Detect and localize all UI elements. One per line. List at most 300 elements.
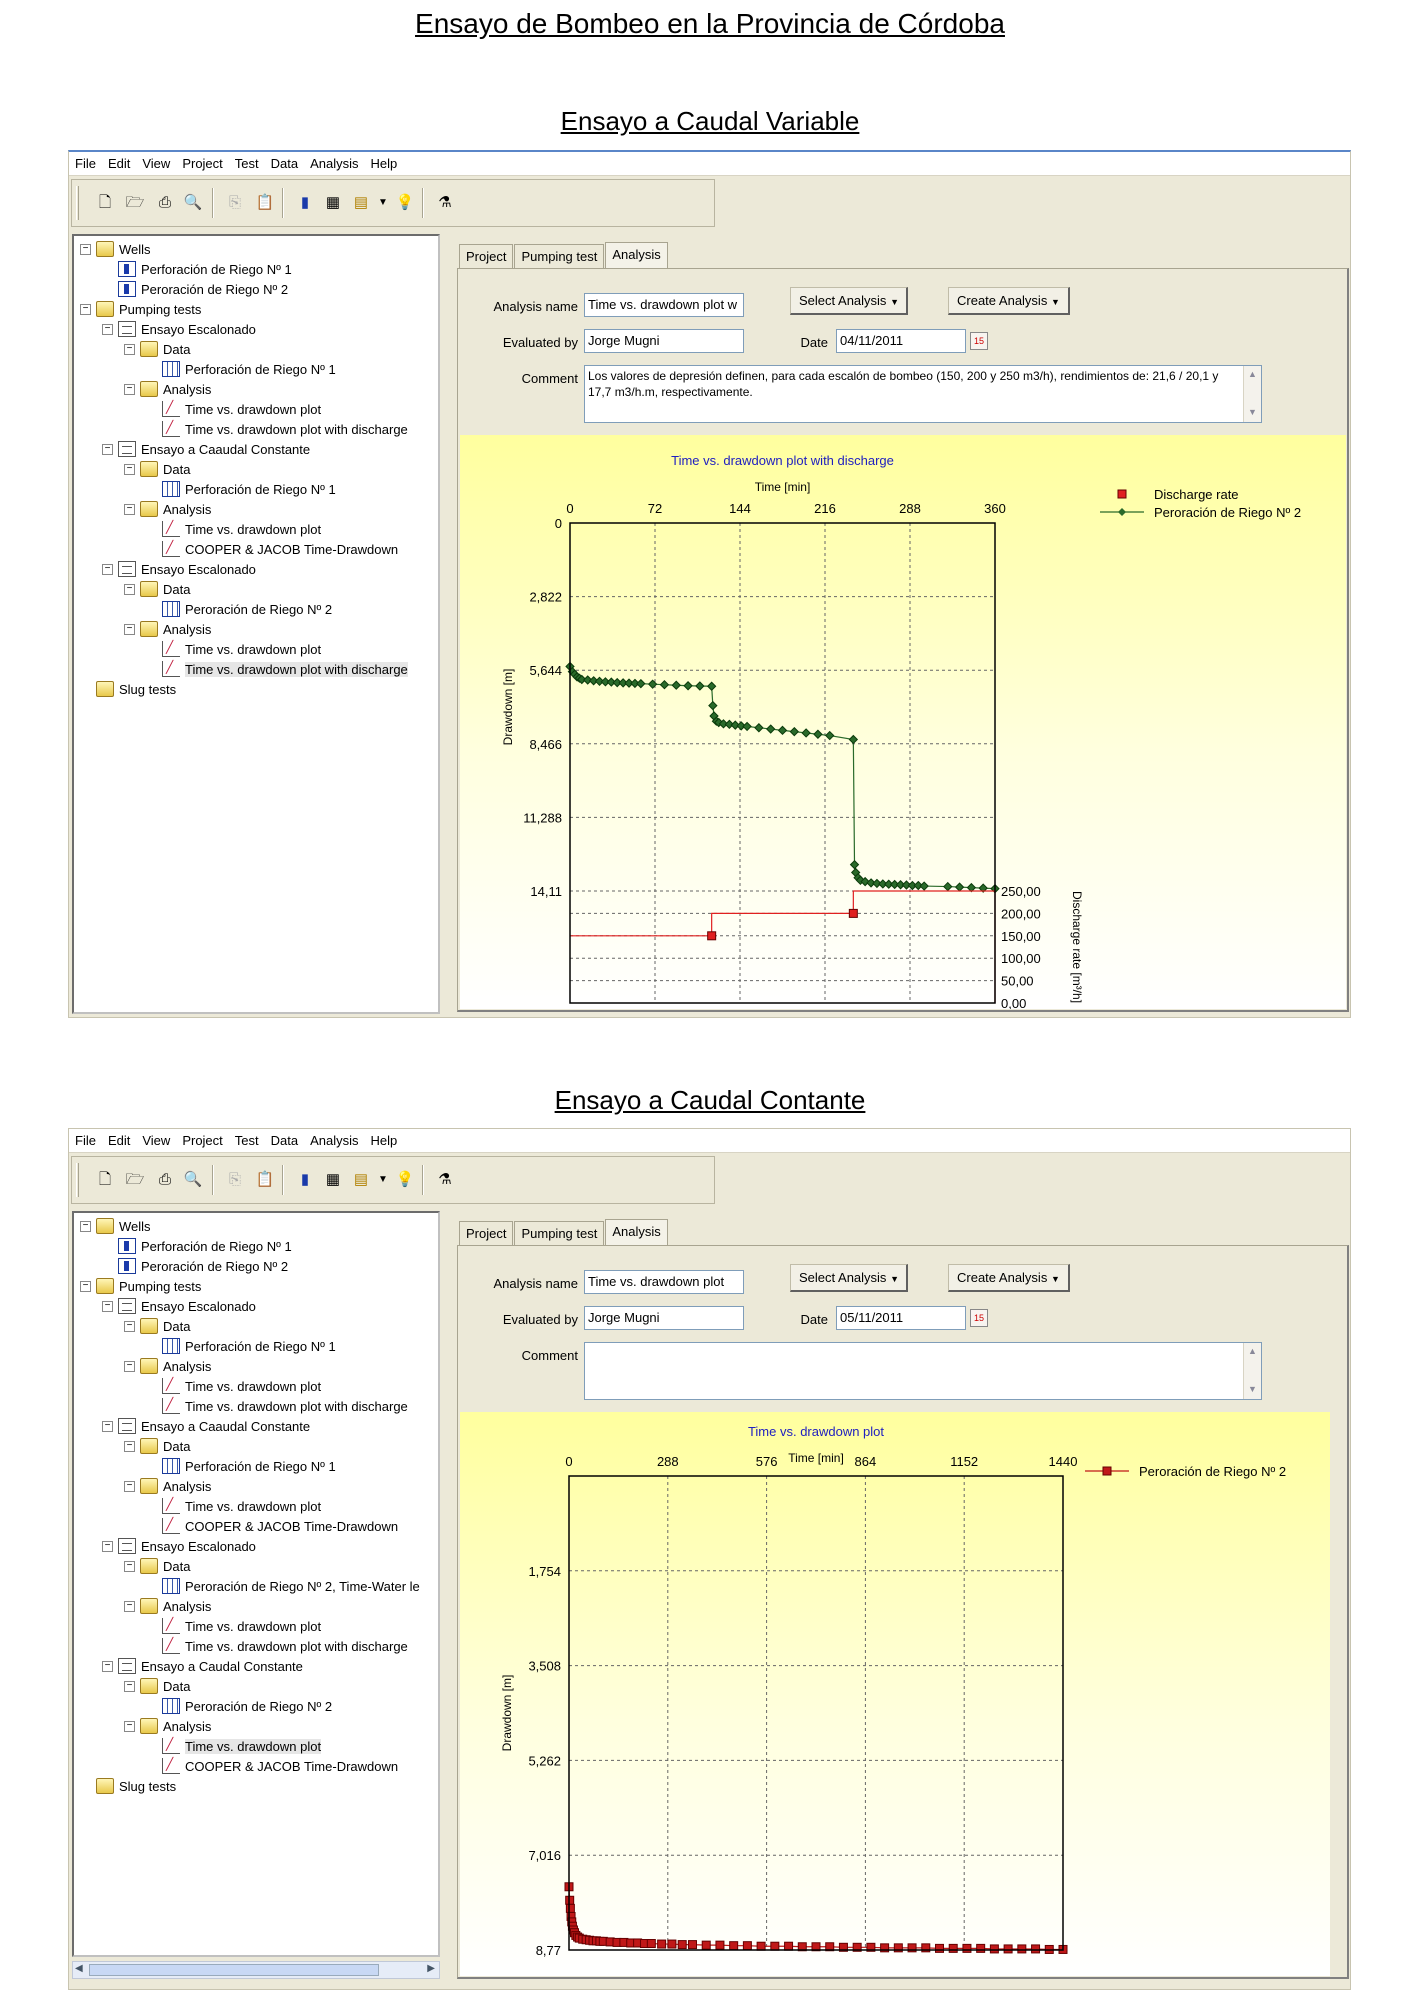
tree-item-label: Time vs. drawdown plot xyxy=(185,1738,322,1754)
tree-item-label: Time vs. drawdown plot with discharge xyxy=(185,661,408,677)
document-icon xyxy=(118,1298,136,1314)
folder-icon xyxy=(140,381,158,397)
collapse-toggle-icon[interactable]: − xyxy=(124,384,135,395)
menu-data[interactable]: Data xyxy=(270,1133,299,1148)
comment-label: Comment xyxy=(521,1348,578,1363)
data-point-drawdown xyxy=(668,1940,676,1948)
date-label: Date xyxy=(800,335,828,350)
tree-item[interactable] xyxy=(124,1717,211,1735)
tree-item[interactable] xyxy=(102,1297,256,1315)
well-icon xyxy=(118,281,136,297)
report-icon[interactable]: ▤ xyxy=(353,1171,369,1188)
tree-item[interactable] xyxy=(102,1237,292,1255)
collapse-toggle-icon[interactable]: − xyxy=(102,1301,113,1312)
tree-item[interactable] xyxy=(124,1477,211,1495)
menu-help[interactable]: Help xyxy=(370,156,398,171)
scrollbar-thumb[interactable] xyxy=(89,1964,379,1976)
tree-item-label: Ensayo Escalonado xyxy=(141,561,256,577)
toolbar-grip[interactable] xyxy=(76,1163,79,1197)
chart-icon xyxy=(162,1378,180,1394)
menu-view[interactable]: View xyxy=(142,1133,171,1148)
series-line-drawdown xyxy=(570,666,995,888)
tree-item[interactable] xyxy=(146,640,321,658)
data-point-drawdown xyxy=(660,681,668,689)
tree-item-label: Slug tests xyxy=(119,1778,177,1794)
data-point-drawdown xyxy=(689,1941,697,1949)
data-point-drawdown xyxy=(779,726,787,734)
tree-item[interactable] xyxy=(124,1317,190,1335)
analysis-name-field[interactable]: Time vs. drawdown plot xyxy=(584,1270,744,1294)
menu-analysis[interactable]: Analysis xyxy=(310,1133,359,1148)
analysis-name-label: Analysis name xyxy=(493,299,578,314)
tree-item-label: Peroración de Riego Nº 2 xyxy=(141,281,289,297)
legend-marker xyxy=(1103,1467,1111,1475)
folder-icon xyxy=(96,1218,114,1234)
y-tick-label: 8,466 xyxy=(529,736,562,752)
menu-edit[interactable]: Edit xyxy=(107,1133,131,1148)
tab-project[interactable]: Project xyxy=(459,1221,513,1245)
toolbar-grip[interactable] xyxy=(76,186,79,220)
tree-item[interactable] xyxy=(102,280,288,298)
y-tick-label: 2,822 xyxy=(529,589,562,605)
data-point-drawdown xyxy=(790,728,798,736)
plot-frame xyxy=(569,1476,1063,1950)
data-point-drawdown xyxy=(802,729,810,737)
tree-item-label: COOPER & JACOB Time-Drawdown xyxy=(185,1758,399,1774)
x-tick-label: 360 xyxy=(984,501,1006,516)
data-point-drawdown xyxy=(702,1941,710,1949)
tree-item[interactable] xyxy=(80,680,176,698)
series-line-discharge-rate xyxy=(570,891,995,1003)
tree-item[interactable] xyxy=(146,400,321,418)
analysis-panel xyxy=(457,1245,1349,1979)
x-tick-label: 1152 xyxy=(950,1454,979,1469)
analysis-name-field[interactable]: Time vs. drawdown plot w xyxy=(584,293,744,317)
report-icon[interactable]: ▤ xyxy=(353,194,369,211)
tree-item[interactable] xyxy=(146,1517,398,1535)
menu-test[interactable]: Test xyxy=(234,156,259,171)
menu-project[interactable]: Project xyxy=(182,156,223,171)
chevron-down-icon: ▼ xyxy=(1050,1274,1060,1284)
tree-item-label: Ensayo Escalonado xyxy=(141,1538,256,1554)
x-axis-label: Time [min] xyxy=(754,480,811,494)
tree-item-label: Perforación de Riego Nº 1 xyxy=(185,481,336,497)
select-analysis-label: Select Analysis xyxy=(799,293,887,308)
folder-icon xyxy=(140,1438,158,1454)
chart-icon xyxy=(162,1498,180,1514)
menu-help[interactable]: Help xyxy=(370,1133,398,1148)
collapse-toggle-icon[interactable]: − xyxy=(80,1221,91,1232)
tree-item[interactable] xyxy=(124,1557,190,1575)
collapse-toggle-icon[interactable]: − xyxy=(124,1361,135,1372)
tree-item-label: Ensayo Escalonado xyxy=(141,321,256,337)
collapse-toggle-icon[interactable]: − xyxy=(102,1421,113,1432)
menu-view[interactable]: View xyxy=(142,156,171,171)
tree-item[interactable] xyxy=(146,1337,336,1355)
y-tick-label: 5,262 xyxy=(528,1753,561,1769)
app-window-variable-rate xyxy=(68,150,1351,1018)
tree-item-label: Analysis xyxy=(163,621,212,637)
well-icon[interactable]: ▮ xyxy=(300,1171,310,1188)
folder-icon xyxy=(140,621,158,637)
plot-area xyxy=(460,1412,1330,1976)
folder-icon xyxy=(96,681,114,697)
data-point-drawdown xyxy=(767,725,775,733)
table-settings-icon[interactable]: ▦ xyxy=(325,1171,341,1188)
data-point-discharge-rate xyxy=(708,932,716,940)
legend-label: Peroración de Riego Nº 2 xyxy=(1154,505,1302,520)
tree-item-label: Ensayo a Caudal Constante xyxy=(141,1658,303,1674)
select-analysis-button[interactable] xyxy=(790,287,908,315)
create-analysis-button[interactable] xyxy=(948,1264,1070,1292)
tree-item[interactable] xyxy=(102,560,256,578)
collapse-toggle-icon[interactable]: − xyxy=(124,1561,135,1572)
calendar-icon[interactable]: 15 xyxy=(970,332,988,350)
print-preview-icon[interactable]: 🔍 xyxy=(183,194,203,211)
data-point-drawdown xyxy=(944,883,952,891)
collapse-toggle-icon[interactable]: − xyxy=(124,1601,135,1612)
tree-item[interactable] xyxy=(80,1277,201,1295)
menu-data[interactable]: Data xyxy=(270,156,299,171)
collapse-toggle-icon[interactable]: − xyxy=(124,1321,135,1332)
create-analysis-label: Create Analysis xyxy=(957,1270,1048,1285)
tab-analysis[interactable]: Analysis xyxy=(605,1219,667,1245)
tree-item-label: Time vs. drawdown plot xyxy=(185,401,322,417)
tree-item[interactable] xyxy=(102,1257,288,1275)
collapse-toggle-icon[interactable]: − xyxy=(124,464,135,475)
collapse-toggle-icon[interactable]: − xyxy=(102,444,113,455)
drawdown-discharge-chart xyxy=(460,435,1346,1009)
tree-item[interactable] xyxy=(146,420,408,438)
data-point-drawdown xyxy=(956,883,964,891)
document-icon xyxy=(118,321,136,337)
tree-item[interactable] xyxy=(146,1457,336,1475)
y-tick-label: 11,288 xyxy=(523,810,562,826)
create-analysis-button[interactable] xyxy=(948,287,1070,315)
tree-item-label: Analysis xyxy=(163,501,212,517)
tree-item[interactable] xyxy=(146,520,321,538)
print-icon[interactable]: ⎙ xyxy=(158,194,171,211)
select-analysis-label: Select Analysis xyxy=(799,1270,887,1285)
y-tick-label: 0 xyxy=(554,516,562,531)
folder-icon xyxy=(140,1358,158,1374)
menu-bar xyxy=(69,152,1350,176)
y2-axis-label: Discharge rate [m³/h] xyxy=(1070,890,1084,1004)
tree-item[interactable] xyxy=(146,1617,321,1635)
date-field[interactable]: 05/11/2011 xyxy=(836,1306,966,1330)
x-tick-label: 288 xyxy=(656,1454,679,1469)
data-point-drawdown xyxy=(1032,1945,1040,1953)
tree-item[interactable] xyxy=(146,600,332,618)
well-icon xyxy=(118,261,136,277)
document-icon xyxy=(118,1658,136,1674)
y2-tick-label: 100,00 xyxy=(1001,951,1041,967)
chevron-down-icon: ▼ xyxy=(1050,297,1060,307)
comment-scrollbar[interactable] xyxy=(1243,1343,1261,1399)
comment-field[interactable] xyxy=(584,1342,1262,1400)
legend-label: Peroración de Riego Nº 2 xyxy=(1139,1464,1287,1479)
section-title-variable-rate: Ensayo a Caudal Variable xyxy=(560,106,860,136)
toolbar-separator xyxy=(212,1165,214,1195)
project-tree[interactable] xyxy=(72,234,440,1014)
tab-project[interactable]: Project xyxy=(459,244,513,268)
scroll-left-icon[interactable]: ◀ xyxy=(75,1963,83,1974)
data-point-drawdown xyxy=(678,1941,686,1949)
table-icon xyxy=(162,601,180,617)
collapse-toggle-icon[interactable]: − xyxy=(124,584,135,595)
menu-file[interactable]: File xyxy=(75,156,96,171)
copy-icon[interactable]: ⎘ xyxy=(228,1171,241,1188)
print-icon[interactable]: ⎙ xyxy=(158,1171,171,1188)
collapse-toggle-icon[interactable]: − xyxy=(124,1681,135,1692)
chart-icon xyxy=(162,401,180,417)
menu-test[interactable]: Test xyxy=(234,1133,259,1148)
tree-item-label: Ensayo Escalonado xyxy=(141,1298,256,1314)
folder-icon xyxy=(96,1778,114,1794)
comment-field[interactable] xyxy=(584,365,1262,423)
scroll-up-icon[interactable]: ▲ xyxy=(1248,1346,1257,1356)
tree-item[interactable] xyxy=(124,1437,190,1455)
chart-icon xyxy=(162,1738,180,1754)
scroll-down-icon[interactable]: ▼ xyxy=(1248,407,1257,417)
select-analysis-button[interactable] xyxy=(790,1264,908,1292)
toolbar-separator xyxy=(282,1165,284,1195)
document-icon xyxy=(118,1538,136,1554)
tree-item[interactable] xyxy=(146,1577,420,1595)
table-icon xyxy=(162,1698,180,1714)
collapse-toggle-icon[interactable]: − xyxy=(124,1441,135,1452)
tab-pumping-test[interactable]: Pumping test xyxy=(514,244,604,268)
tree-item-label: COOPER & JACOB Time-Drawdown xyxy=(185,541,399,557)
tab-bar xyxy=(459,244,669,270)
tab-pumping-test[interactable]: Pumping test xyxy=(514,1221,604,1245)
data-point-drawdown xyxy=(716,1941,724,1949)
analysis-wizard-icon[interactable]: ⚗ xyxy=(438,194,452,211)
tree-item[interactable] xyxy=(124,380,211,398)
menu-analysis[interactable]: Analysis xyxy=(310,156,359,171)
tree-item-label: COOPER & JACOB Time-Drawdown xyxy=(185,1518,399,1534)
open-folder-icon[interactable]: 🗁 xyxy=(125,194,145,211)
data-point-drawdown xyxy=(658,1940,666,1948)
data-point-drawdown xyxy=(743,722,751,730)
scroll-up-icon[interactable]: ▲ xyxy=(1248,369,1257,379)
dropdown-arrow-icon[interactable]: ▼ xyxy=(378,197,388,208)
tree-item[interactable] xyxy=(102,1657,303,1675)
legend-marker xyxy=(1118,508,1126,516)
scroll-right-icon[interactable]: ▶ xyxy=(427,1963,435,1974)
x-tick-label: 288 xyxy=(899,501,921,516)
tree-item-label: Data xyxy=(163,1558,191,1574)
chart-icon xyxy=(162,421,180,437)
tree-item[interactable] xyxy=(124,1597,211,1615)
folder-icon xyxy=(140,1678,158,1694)
chart-icon xyxy=(162,1618,180,1634)
data-point-drawdown xyxy=(709,702,717,710)
data-point-drawdown xyxy=(647,1940,655,1948)
chart-icon xyxy=(162,1518,180,1534)
tree-item-label: Perforación de Riego Nº 1 xyxy=(185,361,336,377)
scroll-down-icon[interactable]: ▼ xyxy=(1248,1384,1257,1394)
copy-icon[interactable]: ⎘ xyxy=(228,194,241,211)
tree-item-label: Time vs. drawdown plot xyxy=(185,1498,322,1514)
paste-icon[interactable]: 📋 xyxy=(255,1171,275,1188)
tree-item-label: Time vs. drawdown plot with discharge xyxy=(185,421,408,437)
tree-horizontal-scrollbar[interactable] xyxy=(72,1961,440,1979)
tree-item-label: Time vs. drawdown plot xyxy=(185,521,322,537)
chart-icon xyxy=(162,661,180,677)
x-tick-label: 864 xyxy=(854,1454,877,1469)
tree-item[interactable] xyxy=(102,320,256,338)
menu-project[interactable]: Project xyxy=(182,1133,223,1148)
comment-scrollbar[interactable] xyxy=(1243,366,1261,422)
menu-edit[interactable]: Edit xyxy=(107,156,131,171)
tree-item[interactable] xyxy=(146,1697,332,1715)
tree-item[interactable] xyxy=(146,1737,321,1755)
data-point-drawdown xyxy=(814,730,822,738)
print-preview-icon[interactable]: 🔍 xyxy=(183,1171,203,1188)
date-field[interactable]: 04/11/2011 xyxy=(836,329,966,353)
dropdown-arrow-icon[interactable]: ▼ xyxy=(378,1174,388,1185)
tree-item[interactable] xyxy=(146,1757,398,1775)
collapse-toggle-icon[interactable]: − xyxy=(102,564,113,575)
tree-item[interactable] xyxy=(102,1417,310,1435)
paste-icon[interactable]: 📋 xyxy=(255,194,275,211)
data-point-drawdown xyxy=(977,1944,985,1952)
analysis-wizard-icon[interactable]: ⚗ xyxy=(438,1171,452,1188)
tree-item[interactable] xyxy=(102,1537,256,1555)
tree-item[interactable] xyxy=(80,1217,151,1235)
folder-icon xyxy=(140,501,158,517)
data-point-drawdown xyxy=(849,735,857,743)
folder-icon xyxy=(140,341,158,357)
chart-icon xyxy=(162,1398,180,1414)
collapse-toggle-icon[interactable]: − xyxy=(80,304,91,315)
data-point-drawdown xyxy=(743,1942,751,1950)
document-icon xyxy=(118,561,136,577)
collapse-toggle-icon[interactable]: − xyxy=(124,504,135,515)
data-point-drawdown xyxy=(1018,1945,1026,1953)
chart-icon xyxy=(162,1638,180,1654)
lightbulb-icon[interactable]: 💡 xyxy=(395,194,415,211)
new-file-icon[interactable]: 🗋 xyxy=(98,194,112,211)
collapse-toggle-icon[interactable]: − xyxy=(124,624,135,635)
tree-item[interactable] xyxy=(102,440,310,458)
tree-item[interactable] xyxy=(80,300,201,318)
y-tick-label: 8,77 xyxy=(535,1943,561,1958)
y-axis-label: Drawdown [m] xyxy=(500,1674,514,1752)
collapse-toggle-icon[interactable]: − xyxy=(102,1541,113,1552)
y2-tick-label: 200,00 xyxy=(1001,906,1041,922)
data-point-drawdown xyxy=(949,1944,957,1952)
tree-item[interactable] xyxy=(146,1497,321,1515)
folder-icon xyxy=(140,1558,158,1574)
tree-item-label: Data xyxy=(163,461,191,477)
folder-icon xyxy=(140,581,158,597)
tree-item-label: Analysis xyxy=(163,1718,212,1734)
tree-item[interactable] xyxy=(80,1777,176,1795)
tree-item-label: Pumping tests xyxy=(119,1278,202,1294)
toolbar-separator xyxy=(282,188,284,218)
tree-item-label: Perforación de Riego Nº 1 xyxy=(141,261,292,277)
tree-item[interactable] xyxy=(124,500,211,518)
collapse-toggle-icon[interactable]: − xyxy=(124,1481,135,1492)
create-analysis-label: Create Analysis xyxy=(957,293,1048,308)
tree-item[interactable] xyxy=(124,340,190,358)
chevron-down-icon: ▼ xyxy=(890,1274,899,1284)
tree-item[interactable] xyxy=(124,620,211,638)
collapse-toggle-icon[interactable]: − xyxy=(124,344,135,355)
evaluated-by-field[interactable]: Jorge Mugni xyxy=(584,1306,744,1330)
app-window-constant-rate xyxy=(68,1128,1351,1990)
tree-item[interactable] xyxy=(146,360,336,378)
lightbulb-icon[interactable]: 💡 xyxy=(395,1171,415,1188)
data-point-drawdown xyxy=(936,1944,944,1952)
well-icon[interactable]: ▮ xyxy=(300,194,310,211)
folder-icon xyxy=(140,1598,158,1614)
tab-bar xyxy=(459,1221,669,1247)
new-file-icon[interactable]: 🗋 xyxy=(98,1171,112,1188)
tab-analysis[interactable]: Analysis xyxy=(605,242,667,268)
tree-item[interactable] xyxy=(146,1637,408,1655)
folder-icon xyxy=(96,241,114,257)
tree-item[interactable] xyxy=(124,1357,211,1375)
calendar-icon[interactable]: 15 xyxy=(970,1309,988,1327)
tree-item-label: Time vs. drawdown plot with discharge xyxy=(185,1398,408,1414)
collapse-toggle-icon[interactable]: − xyxy=(80,1281,91,1292)
menu-file[interactable]: File xyxy=(75,1133,96,1148)
comment-label: Comment xyxy=(521,371,578,386)
collapse-toggle-icon[interactable]: − xyxy=(80,244,91,255)
collapse-toggle-icon[interactable]: − xyxy=(102,1661,113,1672)
tree-item[interactable] xyxy=(124,460,190,478)
tree-item[interactable] xyxy=(80,240,151,258)
tree-item-label: Wells xyxy=(119,1218,151,1234)
tree-item-label: Time vs. drawdown plot with discharge xyxy=(185,1638,408,1654)
tree-item-label: Peroración de Riego Nº 2 xyxy=(185,601,333,617)
x-tick-label: 144 xyxy=(729,501,751,516)
tree-item[interactable] xyxy=(146,660,408,678)
collapse-toggle-icon[interactable]: − xyxy=(124,1721,135,1732)
project-tree[interactable] xyxy=(72,1211,440,1957)
toolbar-separator xyxy=(422,188,424,218)
open-folder-icon[interactable]: 🗁 xyxy=(125,1171,145,1188)
chart-icon xyxy=(162,521,180,537)
x-tick-label: 1440 xyxy=(1048,1454,1078,1469)
tree-item[interactable] xyxy=(146,1397,408,1415)
tree-item-label: Ensayo a Caaudal Constante xyxy=(141,441,311,457)
collapse-toggle-icon[interactable]: − xyxy=(102,324,113,335)
evaluated-by-field[interactable]: Jorge Mugni xyxy=(584,329,744,353)
tree-item[interactable] xyxy=(146,1377,321,1395)
table-icon xyxy=(162,1458,180,1474)
chart-icon xyxy=(162,1758,180,1774)
tree-item[interactable] xyxy=(124,1677,190,1695)
tree-item-label: Analysis xyxy=(163,1478,212,1494)
tree-item-label: Wells xyxy=(119,241,151,257)
tree-item[interactable] xyxy=(102,260,292,278)
tree-item[interactable] xyxy=(146,480,336,498)
data-point-discharge-rate xyxy=(849,909,857,917)
chevron-down-icon: ▼ xyxy=(890,297,899,307)
table-icon xyxy=(162,1578,180,1594)
y-axis-label: Drawdown [m] xyxy=(501,668,515,746)
section-title-constant-rate: Ensayo a Caudal Contante xyxy=(554,1085,866,1115)
tree-item[interactable] xyxy=(146,540,398,558)
table-settings-icon[interactable]: ▦ xyxy=(325,194,341,211)
analysis-panel xyxy=(457,268,1349,1012)
data-point-drawdown xyxy=(963,1944,971,1952)
tree-item[interactable] xyxy=(124,580,190,598)
